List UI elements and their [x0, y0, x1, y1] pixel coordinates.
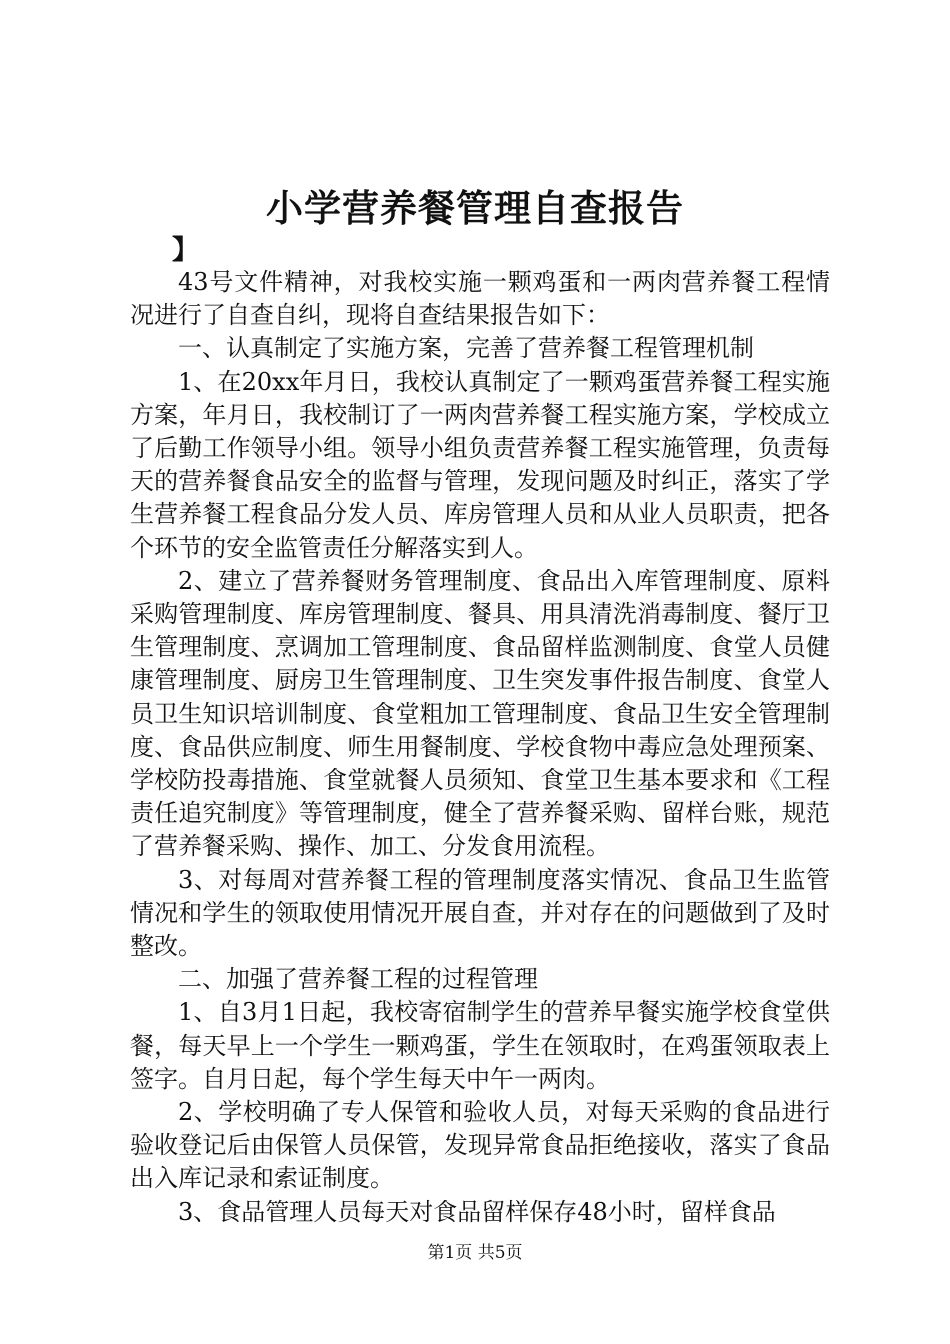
- paragraph-1-3: 3、对每周对营养餐工程的管理制度落实情况、食品卫生监管情况和学生的领取使用情况开展自查，并对存在的问题做到了及时整改。: [130, 865, 830, 961]
- page-footer: 第1页 共5页: [427, 1243, 523, 1263]
- paragraph-2-1: 1、自3月1日起，我校寄宿制学生的营养早餐实施学校食堂供餐，每天早上一个学生一颗鸡蛋，学生在领取时，在鸡蛋领取表上签字。自月日起，每个学生每天中午一两肉。: [130, 998, 830, 1093]
- paragraph-1-2: 2、建立了营养餐财务管理制度、食品出入库管理制度、原料采购管理制度、库房管理制度、餐具、用具清洗消毒制度、餐厅卫生管理制度、烹调加工管理制度、食品留样监测制度、食堂人员健康管理制度、厨房卫生管理制度、卫生突发事件报告制度、食堂人员卫生知识培训制度、食堂粗加工管理制度、食品卫生安全管理制度、食品供应制度、师生用餐制度、学校食物中毒应急处理预案、学校防投毒措施、食堂就餐人员须知、食堂卫生基本要求和《工程责任追究制度》等管理制度，健全了营养餐采购、留样台账，规范了营养餐采购、操作、加工、分发食用流程。: [130, 566, 830, 861]
- section-heading-1: 一、认真制定了实施方案，完善了营养餐工程管理机制: [178, 334, 754, 363]
- bracket-mark: 】: [172, 235, 199, 266]
- paragraph-intro: 43号文件精神，对我校实施一颗鸡蛋和一两肉营养餐工程情况进行了自查自纠，现将自查结果报告如下：: [130, 268, 830, 330]
- paragraph-2-3: 3、食品管理人员每天对食品留样保存48小时，留样食品: [178, 1197, 776, 1226]
- paragraph-1-1: 1、在20xx年月日，我校认真制定了一颗鸡蛋营养餐工程实施方案，年月日，我校制订了一两肉营养餐工程实施方案，学校成立了后勤工作领导小组。领导小组负责营养餐工程实施管理，负责每天的营养餐食品安全的监督与管理，发现问题及时纠正，落实了学生营养餐工程食品分发人员、库房管理人员和从业人员职责，把各个环节的安全监管责任分解落实到人。: [130, 367, 830, 562]
- section-heading-2: 二、加强了营养餐工程的过程管理: [178, 965, 538, 994]
- document-body: [130, 266, 830, 1229]
- paragraph-2-2: 2、学校明确了专人保管和验收人员，对每天采购的食品进行验收登记后由保管人员保管，发现异常食品拒绝接收，落实了食品出入库记录和索证制度。: [130, 1098, 830, 1193]
- page-title: 小学营养餐管理自查报告: [266, 186, 684, 230]
